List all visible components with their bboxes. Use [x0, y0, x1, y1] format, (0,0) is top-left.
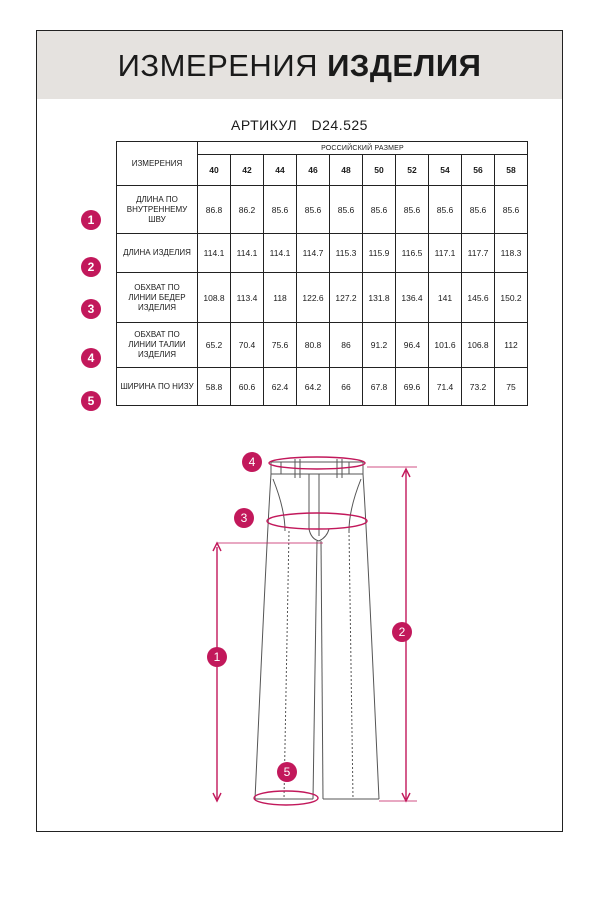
table-cell: 114.1: [264, 234, 297, 273]
table-cell: 106.8: [462, 323, 495, 368]
diagram-marker-2: 2: [392, 622, 412, 642]
row-badge-5: 5: [81, 391, 101, 411]
table-cell: 65.2: [198, 323, 231, 368]
table-cell: 86.8: [198, 186, 231, 234]
table-cell: 67.8: [363, 368, 396, 406]
trousers-outline-icon: [37, 31, 562, 831]
table-cell: 64.2: [297, 368, 330, 406]
table-cell: 112: [495, 323, 528, 368]
table-cell: 70.4: [231, 323, 264, 368]
size-header: 44: [264, 155, 297, 186]
table-cell: 114.1: [198, 234, 231, 273]
table-cell: 108.8: [198, 273, 231, 323]
table-cell: 86.2: [231, 186, 264, 234]
table-cell: 101.6: [429, 323, 462, 368]
table-cell: 113.4: [231, 273, 264, 323]
table-cell: 117.7: [462, 234, 495, 273]
row-badge-4: 4: [81, 348, 101, 368]
table-cell: 85.6: [462, 186, 495, 234]
table-cell: 127.2: [330, 273, 363, 323]
title-bold: ИЗДЕЛИЯ: [327, 48, 482, 83]
table-cell: 86: [330, 323, 363, 368]
table-corner-label: ИЗМЕРЕНИЯ: [117, 142, 198, 186]
row-badge-1: 1: [81, 210, 101, 230]
diagram-marker-3: 3: [234, 508, 254, 528]
size-header: 40: [198, 155, 231, 186]
table-cell: 85.6: [396, 186, 429, 234]
article-label: АРТИКУЛ: [231, 117, 298, 133]
diagram-marker-4: 4: [242, 452, 262, 472]
table-cell: 66: [330, 368, 363, 406]
table-cell: 69.6: [396, 368, 429, 406]
table-cell: 131.8: [363, 273, 396, 323]
size-header: 58: [495, 155, 528, 186]
size-header: 42: [231, 155, 264, 186]
size-header: 46: [297, 155, 330, 186]
diagram-marker-5: 5: [277, 762, 297, 782]
table-cell: 145.6: [462, 273, 495, 323]
table-cell: 114.7: [297, 234, 330, 273]
table-cell: 62.4: [264, 368, 297, 406]
table-cell: 118.3: [495, 234, 528, 273]
size-header: 54: [429, 155, 462, 186]
table-cell: 85.6: [297, 186, 330, 234]
row-label: ОБХВАТ ПО ЛИНИИ БЕДЕР ИЗДЕЛИЯ: [117, 273, 198, 323]
row-label: ОБХВАТ ПО ЛИНИИ ТАЛИИ ИЗДЕЛИЯ: [117, 323, 198, 368]
measurement-sheet: [36, 30, 563, 832]
table-cell: 114.1: [231, 234, 264, 273]
table-cell: 80.8: [297, 323, 330, 368]
table-cell: 150.2: [495, 273, 528, 323]
size-header: 48: [330, 155, 363, 186]
table-cell: 71.4: [429, 368, 462, 406]
table-cell: 60.6: [231, 368, 264, 406]
size-system-header: РОССИЙСКИЙ РАЗМЕР: [198, 142, 528, 155]
table-cell: 73.2: [462, 368, 495, 406]
table-cell: 75: [495, 368, 528, 406]
row-label: ШИРИНА ПО НИЗУ: [117, 368, 198, 406]
table-cell: 85.6: [429, 186, 462, 234]
table-cell: 85.6: [495, 186, 528, 234]
row-label: ДЛИНА ПО ВНУТРЕННЕМУ ШВУ: [117, 186, 198, 234]
table-cell: 116.5: [396, 234, 429, 273]
article-code: D24.525: [311, 117, 368, 133]
row-badge-2: 2: [81, 257, 101, 277]
table-cell: 91.2: [363, 323, 396, 368]
table-cell: 96.4: [396, 323, 429, 368]
table-cell: 85.6: [330, 186, 363, 234]
row-badge-3: 3: [81, 299, 101, 319]
size-header: 56: [462, 155, 495, 186]
table-cell: 118: [264, 273, 297, 323]
table-cell: 141: [429, 273, 462, 323]
table-cell: 117.1: [429, 234, 462, 273]
diagram-marker-1: 1: [207, 647, 227, 667]
table-cell: 85.6: [264, 186, 297, 234]
table-cell: 85.6: [363, 186, 396, 234]
size-header: 50: [363, 155, 396, 186]
size-header: 52: [396, 155, 429, 186]
table-cell: 75.6: [264, 323, 297, 368]
table-cell: 122.6: [297, 273, 330, 323]
title-light: ИЗМЕРЕНИЯ: [117, 48, 318, 83]
table-cell: 58.8: [198, 368, 231, 406]
row-label: ДЛИНА ИЗДЕЛИЯ: [117, 234, 198, 273]
table-cell: 136.4: [396, 273, 429, 323]
table-cell: 115.9: [363, 234, 396, 273]
table-cell: 115.3: [330, 234, 363, 273]
